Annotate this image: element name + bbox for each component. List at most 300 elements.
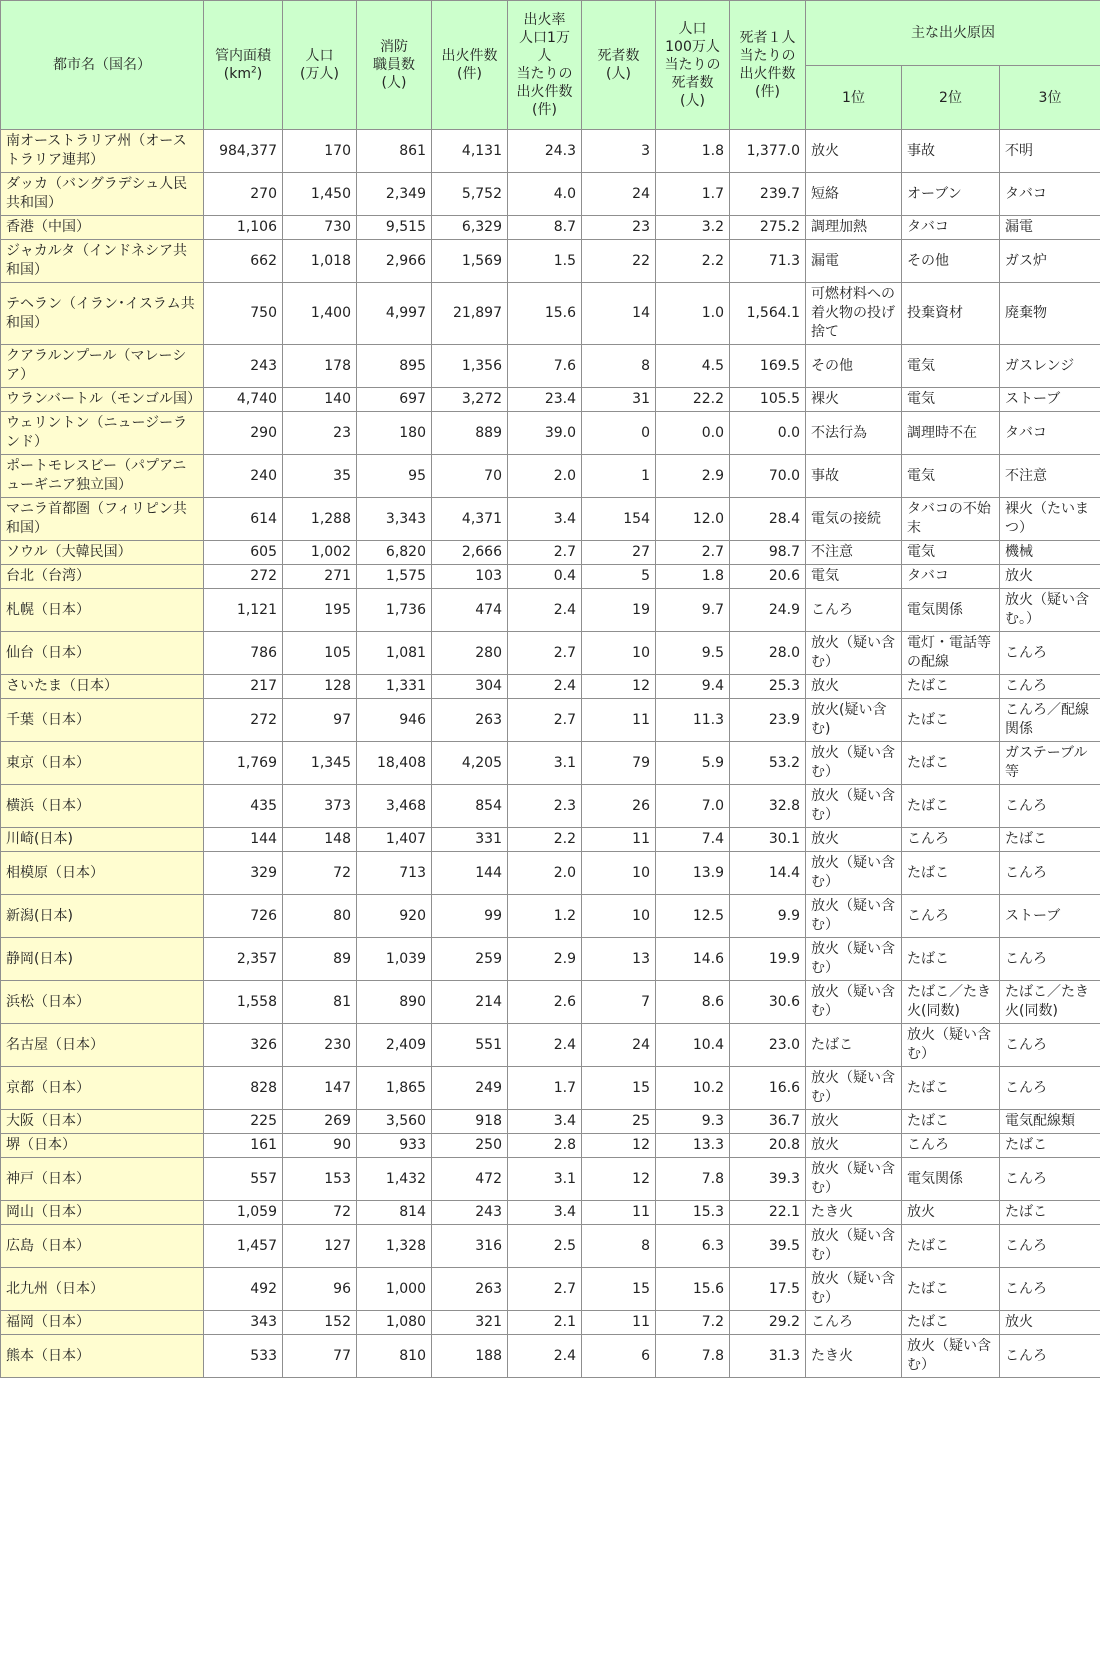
- header-deaths-rate: [656, 1, 730, 130]
- cell-deaths-rate: 12.5: [656, 895, 730, 938]
- table-row: [1, 1225, 1100, 1268]
- cell-cause-1: 放火（疑い含む）: [806, 852, 902, 895]
- header-area-unit: $(km^2)$: [223, 65, 263, 82]
- cell-deaths-rate: 7.0: [656, 785, 730, 828]
- cell-cause-3: 電気配線類: [1000, 1110, 1100, 1134]
- cell-fires-per-death: 36.7: [730, 1110, 806, 1134]
- cell-staff: 18,408: [357, 742, 432, 785]
- cell-cause-2: たばこ: [902, 1268, 1000, 1311]
- cell-population: 127: [283, 1225, 357, 1268]
- cell-cause-3: 放火（疑い含む。）: [1000, 589, 1100, 632]
- cell-cause-1: 放火（疑い含む）: [806, 1268, 902, 1311]
- cell-fire-rate: 0.4: [508, 565, 582, 589]
- cell-population: 1,450: [283, 173, 357, 216]
- cell-fire-rate: 24.3: [508, 130, 582, 173]
- cell-area: 435: [204, 785, 283, 828]
- cell-deaths-rate: 5.9: [656, 742, 730, 785]
- cell-cause-1: 放火（疑い含む）: [806, 938, 902, 981]
- cell-population: 1,345: [283, 742, 357, 785]
- cell-deaths: 8: [582, 345, 656, 388]
- cell-cause-2: 事故: [902, 130, 1000, 173]
- cell-area: 343: [204, 1311, 283, 1335]
- table-row: [1, 173, 1100, 216]
- cell-population: 373: [283, 785, 357, 828]
- cell-city: 横浜（日本）: [1, 785, 204, 828]
- cell-fire-rate: 2.3: [508, 785, 582, 828]
- cell-population: 89: [283, 938, 357, 981]
- cell-population: 23: [283, 412, 357, 455]
- cell-area: 1,558: [204, 981, 283, 1024]
- cell-cause-2: 電気: [902, 388, 1000, 412]
- cell-area: 557: [204, 1158, 283, 1201]
- cell-staff: 1,865: [357, 1067, 432, 1110]
- cell-deaths: 10: [582, 895, 656, 938]
- table-row: [1, 130, 1100, 173]
- cell-fire-rate: 3.4: [508, 1201, 582, 1225]
- table-row: [1, 938, 1100, 981]
- cell-area: 144: [204, 828, 283, 852]
- table-row: [1, 1134, 1100, 1158]
- cell-fires-per-death: 14.4: [730, 852, 806, 895]
- table-row: [1, 240, 1100, 283]
- cell-city: クアラルンプール（マレーシア）: [1, 345, 204, 388]
- cell-area: 786: [204, 632, 283, 675]
- cell-deaths-rate: 2.7: [656, 541, 730, 565]
- cell-deaths-rate: 13.3: [656, 1134, 730, 1158]
- cell-deaths: 0: [582, 412, 656, 455]
- cell-fires: 316: [432, 1225, 508, 1268]
- cell-city: ポートモレスビー（パプアニューギニア独立国）: [1, 455, 204, 498]
- cell-cause-1: たき火: [806, 1201, 902, 1225]
- cell-area: 240: [204, 455, 283, 498]
- cell-fire-rate: 39.0: [508, 412, 582, 455]
- header-line: (件): [532, 102, 557, 118]
- cell-deaths-rate: 13.9: [656, 852, 730, 895]
- header-area-label: 管内面積: [215, 48, 271, 64]
- cell-staff: 180: [357, 412, 432, 455]
- cell-cause-1: たばこ: [806, 1024, 902, 1067]
- cell-deaths: 24: [582, 173, 656, 216]
- cell-population: 1,018: [283, 240, 357, 283]
- cell-staff: 95: [357, 455, 432, 498]
- cell-city: 香港（中国）: [1, 216, 204, 240]
- cell-city: 京都（日本）: [1, 1067, 204, 1110]
- cell-fires-per-death: 30.6: [730, 981, 806, 1024]
- cell-city: ジャカルタ（インドネシア共和国）: [1, 240, 204, 283]
- cell-staff: 933: [357, 1134, 432, 1158]
- cell-population: 72: [283, 1201, 357, 1225]
- cell-cause-3: 裸火（たいまつ）: [1000, 498, 1100, 541]
- cell-area: 750: [204, 283, 283, 345]
- cell-fires: 304: [432, 675, 508, 699]
- cell-cause-3: こんろ: [1000, 632, 1100, 675]
- cell-area: 225: [204, 1110, 283, 1134]
- cell-cause-2: タバコの不始末: [902, 498, 1000, 541]
- cell-fires-per-death: 16.6: [730, 1067, 806, 1110]
- cell-area: 1,769: [204, 742, 283, 785]
- table-row: [1, 388, 1100, 412]
- header-line: 当たりの: [739, 48, 796, 64]
- cell-city: ウランバートル（モンゴル国）: [1, 388, 204, 412]
- cell-cause-2: たばこ: [902, 1225, 1000, 1268]
- cell-fire-rate: 2.7: [508, 699, 582, 742]
- cell-staff: 920: [357, 895, 432, 938]
- cell-cause-3: こんろ: [1000, 1067, 1100, 1110]
- table-row: [1, 1158, 1100, 1201]
- cell-fires: 21,897: [432, 283, 508, 345]
- table-row: [1, 345, 1100, 388]
- cell-cause-1: 放火: [806, 1110, 902, 1134]
- table-row: [1, 1335, 1100, 1378]
- cell-city: 大阪（日本）: [1, 1110, 204, 1134]
- cell-city: 神戸（日本）: [1, 1158, 204, 1201]
- cell-population: 148: [283, 828, 357, 852]
- cell-area: 492: [204, 1268, 283, 1311]
- cell-fires-per-death: 39.3: [730, 1158, 806, 1201]
- cell-fires-per-death: 105.5: [730, 388, 806, 412]
- cell-deaths-rate: 7.2: [656, 1311, 730, 1335]
- cell-fires: 243: [432, 1201, 508, 1225]
- cell-fires: 280: [432, 632, 508, 675]
- cell-fire-rate: 2.5: [508, 1225, 582, 1268]
- cell-cause-2: 電気: [902, 455, 1000, 498]
- cell-city: 札幌（日本）: [1, 589, 204, 632]
- cell-deaths: 5: [582, 565, 656, 589]
- cell-staff: 1,736: [357, 589, 432, 632]
- header-line: 死者１人: [739, 30, 796, 46]
- cell-fires-per-death: 32.8: [730, 785, 806, 828]
- cell-cause-2: こんろ: [902, 1134, 1000, 1158]
- cell-area: 1,121: [204, 589, 283, 632]
- cell-city: 岡山（日本）: [1, 1201, 204, 1225]
- cell-population: 35: [283, 455, 357, 498]
- cell-cause-1: 放火（疑い含む）: [806, 742, 902, 785]
- cell-cause-2: タバコ: [902, 216, 1000, 240]
- cell-fires: 263: [432, 699, 508, 742]
- cell-fire-rate: 1.2: [508, 895, 582, 938]
- cell-deaths: 15: [582, 1268, 656, 1311]
- cell-population: 1,002: [283, 541, 357, 565]
- cell-deaths: 13: [582, 938, 656, 981]
- cell-fires: 103: [432, 565, 508, 589]
- cell-deaths-rate: 1.8: [656, 565, 730, 589]
- cell-area: 1,457: [204, 1225, 283, 1268]
- cell-city: 南オーストラリア州（オーストラリア連邦）: [1, 130, 204, 173]
- cell-cause-2: たばこ: [902, 699, 1000, 742]
- cell-fires-per-death: 98.7: [730, 541, 806, 565]
- cell-fires-per-death: 17.5: [730, 1268, 806, 1311]
- cell-fires-per-death: 28.0: [730, 632, 806, 675]
- cell-deaths: 8: [582, 1225, 656, 1268]
- cell-cause-3: こんろ: [1000, 1158, 1100, 1201]
- cell-cause-2: 調理時不在: [902, 412, 1000, 455]
- cell-population: 153: [283, 1158, 357, 1201]
- table-row: [1, 455, 1100, 498]
- cell-cause-2: 放火: [902, 1201, 1000, 1225]
- cell-cause-1: 放火（疑い含む）: [806, 785, 902, 828]
- header-line: 人口1万: [519, 30, 570, 46]
- cell-deaths-rate: 2.9: [656, 455, 730, 498]
- cell-fires: 5,752: [432, 173, 508, 216]
- table-row: [1, 565, 1100, 589]
- cell-area: 533: [204, 1335, 283, 1378]
- cell-cause-1: こんろ: [806, 1311, 902, 1335]
- cell-area: 243: [204, 345, 283, 388]
- cell-cause-1: 事故: [806, 455, 902, 498]
- header-fire-rate: [508, 1, 582, 130]
- cell-deaths-rate: 10.4: [656, 1024, 730, 1067]
- header-line: 死者数: [671, 75, 714, 91]
- cell-fires-per-death: 0.0: [730, 412, 806, 455]
- cell-fire-rate: 2.1: [508, 1311, 582, 1335]
- table-row: [1, 498, 1100, 541]
- cell-deaths: 14: [582, 283, 656, 345]
- cell-deaths-rate: 15.6: [656, 1268, 730, 1311]
- cell-deaths: 10: [582, 632, 656, 675]
- cell-cause-1: 可燃材料への着火物の投げ捨て: [806, 283, 902, 345]
- cell-staff: 895: [357, 345, 432, 388]
- cell-fires: 474: [432, 589, 508, 632]
- cell-cause-1: こんろ: [806, 589, 902, 632]
- cell-fire-rate: 7.6: [508, 345, 582, 388]
- cell-city: 川崎(日本): [1, 828, 204, 852]
- cell-staff: 6,820: [357, 541, 432, 565]
- header-area: [204, 1, 283, 130]
- cell-cause-3: 漏電: [1000, 216, 1100, 240]
- cell-fires-per-death: 53.2: [730, 742, 806, 785]
- cell-cause-2: たばこ: [902, 852, 1000, 895]
- cell-cause-2: 電灯・電話等の配線: [902, 632, 1000, 675]
- table-row: [1, 1268, 1100, 1311]
- cell-fires: 321: [432, 1311, 508, 1335]
- cell-deaths-rate: 8.6: [656, 981, 730, 1024]
- cell-cause-3: こんろ: [1000, 1024, 1100, 1067]
- cell-fires: 4,205: [432, 742, 508, 785]
- cell-fires-per-death: 25.3: [730, 675, 806, 699]
- cell-cause-3: たばこ: [1000, 828, 1100, 852]
- table-row: [1, 589, 1100, 632]
- cell-staff: 1,081: [357, 632, 432, 675]
- cell-cause-2: たばこ: [902, 785, 1000, 828]
- cell-area: 614: [204, 498, 283, 541]
- header-line: 消防: [380, 39, 408, 55]
- cell-staff: 4,997: [357, 283, 432, 345]
- header-line: (人): [606, 66, 631, 82]
- cell-cause-3: こんろ: [1000, 938, 1100, 981]
- table-row: [1, 828, 1100, 852]
- cell-city: 東京（日本）: [1, 742, 204, 785]
- cell-staff: 946: [357, 699, 432, 742]
- cell-fires-per-death: 20.6: [730, 565, 806, 589]
- cell-fires: 4,371: [432, 498, 508, 541]
- table-row: [1, 852, 1100, 895]
- cell-cause-3: ストーブ: [1000, 895, 1100, 938]
- cell-fires: 263: [432, 1268, 508, 1311]
- cell-cause-1: 放火（疑い含む）: [806, 632, 902, 675]
- cell-cause-2: その他: [902, 240, 1000, 283]
- cell-deaths-rate: 9.3: [656, 1110, 730, 1134]
- cell-fires-per-death: 275.2: [730, 216, 806, 240]
- cell-cause-1: 放火: [806, 1134, 902, 1158]
- cell-deaths: 24: [582, 1024, 656, 1067]
- cell-cause-1: 不法行為: [806, 412, 902, 455]
- header-line: 100万人: [665, 39, 720, 55]
- cell-cause-3: 放火: [1000, 1311, 1100, 1335]
- cell-fires-per-death: 28.4: [730, 498, 806, 541]
- table-row: [1, 742, 1100, 785]
- cell-city: 熊本（日本）: [1, 1335, 204, 1378]
- cell-city: テヘラン（イラン･イスラム共和国）: [1, 283, 204, 345]
- cell-area: 1,106: [204, 216, 283, 240]
- cell-deaths-rate: 12.0: [656, 498, 730, 541]
- cell-area: 984,377: [204, 130, 283, 173]
- cell-deaths-rate: 14.6: [656, 938, 730, 981]
- cell-population: 90: [283, 1134, 357, 1158]
- cell-area: 217: [204, 675, 283, 699]
- cell-cause-1: 放火（疑い含む）: [806, 981, 902, 1024]
- cell-deaths-rate: 4.5: [656, 345, 730, 388]
- cell-fire-rate: 3.4: [508, 498, 582, 541]
- cell-cause-1: たき火: [806, 1335, 902, 1378]
- cell-cause-3: たばこ／たき火(同数): [1000, 981, 1100, 1024]
- cell-staff: 9,515: [357, 216, 432, 240]
- cell-cause-2: こんろ: [902, 895, 1000, 938]
- cell-staff: 1,432: [357, 1158, 432, 1201]
- cell-staff: 2,966: [357, 240, 432, 283]
- cell-staff: 1,080: [357, 1311, 432, 1335]
- cell-deaths-rate: 7.8: [656, 1335, 730, 1378]
- cell-fire-rate: 2.6: [508, 981, 582, 1024]
- cell-fires: 6,329: [432, 216, 508, 240]
- cell-deaths: 19: [582, 589, 656, 632]
- cell-cause-1: 放火（疑い含む）: [806, 1067, 902, 1110]
- cell-fires: 3,272: [432, 388, 508, 412]
- cell-staff: 697: [357, 388, 432, 412]
- cell-cause-2: 電気: [902, 345, 1000, 388]
- cell-fires-per-death: 24.9: [730, 589, 806, 632]
- table-row: [1, 1110, 1100, 1134]
- header-line: 当たりの: [664, 57, 721, 73]
- cell-cause-1: 放火: [806, 130, 902, 173]
- cell-cause-3: 機械: [1000, 541, 1100, 565]
- cell-fires: 2,666: [432, 541, 508, 565]
- cell-deaths: 11: [582, 1201, 656, 1225]
- cell-population: 72: [283, 852, 357, 895]
- cell-fire-rate: 2.9: [508, 938, 582, 981]
- cell-fires: 144: [432, 852, 508, 895]
- cell-cause-1: 裸火: [806, 388, 902, 412]
- header-line: 人口: [678, 21, 707, 37]
- header-line: 職員数: [373, 57, 415, 73]
- cell-fires: 99: [432, 895, 508, 938]
- table-row: [1, 1024, 1100, 1067]
- cell-fire-rate: 3.1: [508, 1158, 582, 1201]
- cell-city: 福岡（日本）: [1, 1311, 204, 1335]
- cell-city: 広島（日本）: [1, 1225, 204, 1268]
- header-fires: [432, 1, 508, 130]
- cell-staff: 3,343: [357, 498, 432, 541]
- header-rank-2: 2位: [902, 66, 1000, 130]
- cell-city: マニラ首都圏（フィリピン共和国）: [1, 498, 204, 541]
- cell-cause-3: たばこ: [1000, 1201, 1100, 1225]
- cell-city: 新潟(日本): [1, 895, 204, 938]
- cell-fires-per-death: 31.3: [730, 1335, 806, 1378]
- cell-cause-3: たばこ: [1000, 1134, 1100, 1158]
- table-row: [1, 283, 1100, 345]
- header-city: 都市名（国名）: [1, 1, 204, 130]
- cell-cause-3: こんろ／配線関係: [1000, 699, 1100, 742]
- cell-fires: 918: [432, 1110, 508, 1134]
- table-row: [1, 1311, 1100, 1335]
- cell-fires: 188: [432, 1335, 508, 1378]
- cell-cause-3: ガステーブル等: [1000, 742, 1100, 785]
- cell-deaths: 23: [582, 216, 656, 240]
- cell-staff: 861: [357, 130, 432, 173]
- cell-cause-2: 電気関係: [902, 589, 1000, 632]
- cell-staff: 814: [357, 1201, 432, 1225]
- cell-fire-rate: 2.7: [508, 632, 582, 675]
- cell-deaths: 7: [582, 981, 656, 1024]
- cell-deaths-rate: 9.4: [656, 675, 730, 699]
- cell-cause-3: 廃棄物: [1000, 283, 1100, 345]
- cell-cause-2: 放火（疑い含む）: [902, 1024, 1000, 1067]
- cell-deaths-rate: 9.7: [656, 589, 730, 632]
- cell-cause-3: こんろ: [1000, 675, 1100, 699]
- cell-cause-3: こんろ: [1000, 785, 1100, 828]
- cell-cause-2: たばこ: [902, 742, 1000, 785]
- header-line: 出火率: [523, 12, 566, 28]
- cell-cause-3: こんろ: [1000, 1268, 1100, 1311]
- table-row: [1, 675, 1100, 699]
- cell-cause-3: タバコ: [1000, 412, 1100, 455]
- header-line: 出火件数: [441, 48, 498, 64]
- cell-deaths: 12: [582, 1158, 656, 1201]
- cell-deaths: 6: [582, 1335, 656, 1378]
- cell-city: 堺（日本）: [1, 1134, 204, 1158]
- table-row: [1, 216, 1100, 240]
- cell-area: 605: [204, 541, 283, 565]
- header-line: (件): [755, 84, 780, 100]
- cell-deaths: 12: [582, 675, 656, 699]
- cell-deaths-rate: 3.2: [656, 216, 730, 240]
- table-body: [1, 130, 1100, 1378]
- cell-staff: 3,468: [357, 785, 432, 828]
- cell-cause-2: たばこ: [902, 938, 1000, 981]
- cell-city: 静岡(日本): [1, 938, 204, 981]
- cell-deaths: 3: [582, 130, 656, 173]
- cell-cause-2: こんろ: [902, 828, 1000, 852]
- cell-fires-per-death: 20.8: [730, 1134, 806, 1158]
- cell-cause-2: 放火（疑い含む）: [902, 1335, 1000, 1378]
- cell-city: 相模原（日本）: [1, 852, 204, 895]
- cell-city: ダッカ（バングラデシュ人民共和国）: [1, 173, 204, 216]
- cell-city: さいたま（日本）: [1, 675, 204, 699]
- cell-population: 140: [283, 388, 357, 412]
- cell-deaths: 12: [582, 1134, 656, 1158]
- cell-deaths: 1: [582, 455, 656, 498]
- cell-fires-per-death: 71.3: [730, 240, 806, 283]
- cell-cause-1: 放火: [806, 675, 902, 699]
- header-main-causes: 主な出火原因: [806, 1, 1100, 66]
- cell-fires-per-death: 30.1: [730, 828, 806, 852]
- cell-fire-rate: 1.5: [508, 240, 582, 283]
- cell-area: 329: [204, 852, 283, 895]
- cell-fires-per-death: 22.1: [730, 1201, 806, 1225]
- cell-city: ソウル（大韓民国）: [1, 541, 204, 565]
- header-line: (人): [680, 93, 705, 109]
- cell-area: 270: [204, 173, 283, 216]
- cell-deaths-rate: 11.3: [656, 699, 730, 742]
